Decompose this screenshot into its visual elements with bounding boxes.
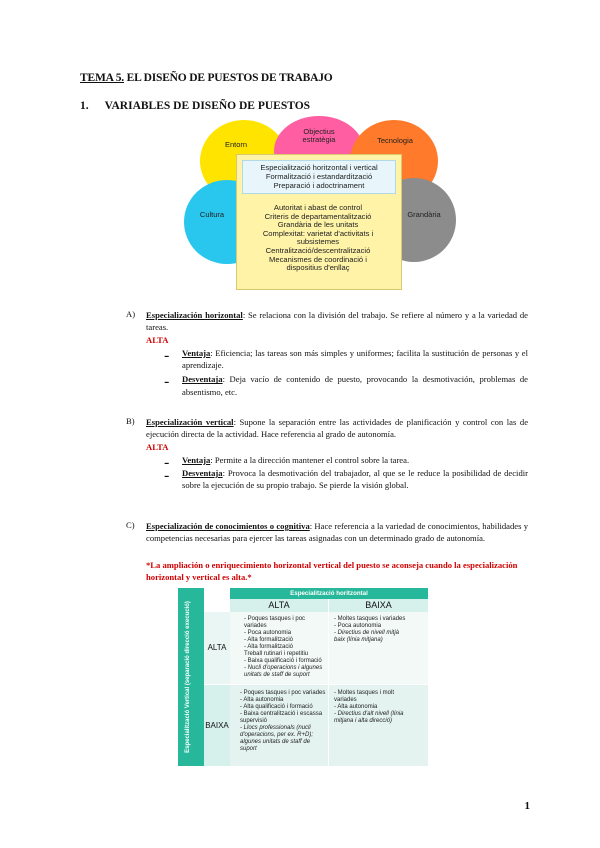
bullet: - Desventaja: Deja vacío de contenido de puesto, provocando la desmotivación, problemas de absentismo, etc.	[164, 373, 528, 397]
section-heading	[80, 100, 310, 112]
label-objectius: Objectius estratègia	[302, 127, 336, 144]
item-b-text	[146, 416, 528, 440]
bullet-term: Desventaja	[182, 468, 223, 479]
core-top-line: Preparació i adoctrinament	[273, 181, 365, 190]
cell-line: d'operacions, per ex. R+D);	[240, 732, 314, 738]
specialization-table	[178, 588, 428, 766]
cell-line: - Poques tasques i poc variades	[240, 690, 326, 696]
core-line: Complexitat: varietat d'activitats i	[262, 228, 374, 238]
item-b-tag: ALTA	[146, 442, 169, 452]
tema-title: EL DISEÑO DE PUESTOS DE TRABAJO	[126, 72, 333, 84]
table-col-alta	[230, 599, 329, 612]
bullet: - Desventaja: Provoca la desmotivación del trabajador, al que se le reduce la posibilidad de decidir sobre la ejecución de su propio trabajo. Se pierde la visión global.	[164, 467, 528, 491]
item-b-bullets	[164, 454, 528, 492]
table-side-text	[185, 592, 197, 762]
cell-line: - Baixa centralització i escassa	[240, 711, 323, 717]
item-b-term: Especialización vertical	[146, 417, 234, 427]
cell-line: - Alta qualificació i formació	[240, 704, 313, 710]
cell-line: - Alta formalització	[244, 637, 294, 643]
bullet-text: : Eficiencia; las tareas son más simples y uniformes; facilita la sustitución de personas y el aprendizaje.	[182, 348, 528, 371]
item-c-note: *La ampliación o enriquecimiento horizontal vertical del puesto se aconseja cuando la especialización horizontal y vertical es alta.*	[146, 560, 518, 583]
core-top-line: Especialització horitzontal i vertical	[260, 163, 378, 172]
cell-line: - Alta autonomia	[334, 704, 378, 710]
section-title: VARIABLES DE DISEÑO DE PUESTOS	[104, 100, 311, 112]
cell-line: - Poca autonomia	[334, 623, 382, 629]
cell-alta-alta-text	[244, 616, 328, 679]
cell-line: algunes unitats de staff de	[240, 739, 311, 745]
item-c-body: : Hace referencia a la variedad de conocimientos, habilidades y competencias necesarias para ejercer las tareas asignadas con un determinado grado de autonomía.	[146, 521, 528, 544]
item-a-text	[146, 309, 528, 333]
cell-line: - Directius d'alt nivell (línia	[334, 711, 404, 717]
core-list	[242, 204, 394, 273]
cell-line: - Poca autonomia	[244, 630, 292, 636]
item-letter-a: A)	[126, 309, 136, 319]
cell-line: - Moltes tasques i molt	[334, 690, 395, 696]
cell-line: - Poques tasques i poc variades	[244, 616, 306, 629]
cell-baixa-baixa-text	[334, 690, 426, 725]
section-number: 1.	[80, 100, 89, 112]
table-header-text: Especialització horitzontal	[290, 590, 368, 597]
label-grandaria: Grandària	[407, 210, 441, 219]
bullet-text: : Permite a la dirección mantener el control sobre la tarea.	[210, 455, 410, 465]
variables-diagram	[190, 118, 450, 293]
cell-line: - Alta formalització	[244, 644, 294, 650]
diagram-core-top	[242, 160, 396, 194]
side-label: Especialització Vertical (separació direcció execució)	[185, 601, 191, 753]
cell-line: baix (línia mitjana)	[334, 637, 383, 643]
bullet-term: Desventaja	[182, 374, 223, 385]
bullet-text: : Provoca la desmotivación del trabajador, al que se le reduce la posibilidad de decidir sobre la ejecución de su propio trabajo. Se pierde la visión global.	[182, 468, 528, 491]
cell-baixa-alta-text	[240, 690, 328, 753]
label-entorn: Entorn	[224, 140, 248, 149]
cell-line: - Nucli d'operacions i algunes	[244, 665, 323, 671]
item-a-tag: ALTA	[146, 335, 169, 345]
item-a-bullets	[164, 347, 528, 398]
table-row-baixa	[204, 685, 230, 766]
cell-line: Treball rutinari i repetitiu	[244, 651, 309, 657]
item-b-body: : Supone la separación entre las actividades de planificación y control con las de ejecución directa de la actividad. Hace referencia al grado de autonomía.	[146, 417, 529, 440]
page-number: 1	[524, 800, 530, 812]
cell-line: - Baixa qualificació i formació	[244, 658, 322, 664]
cell-line: - Alta autonomia	[240, 697, 284, 703]
cell-line: variades	[334, 697, 357, 703]
item-letter-c: C)	[126, 520, 135, 530]
col-alta-label: ALTA	[268, 600, 290, 610]
cell-line: suport	[240, 746, 257, 752]
core-line: Criteris de departamentalització	[264, 211, 372, 221]
cell-line: supervisió	[240, 718, 268, 724]
item-letter-b: B)	[126, 416, 135, 426]
col-baixa-label: BAIXA	[365, 600, 392, 610]
label-cultura: Cultura	[199, 210, 225, 219]
row-alta-label: ALTA	[207, 643, 227, 652]
bullet-text: : Deja vacío de contenido de puesto, provocando la desmotivación, problemas de absentismo, etc.	[182, 374, 528, 397]
item-a-body: : Se relaciona con la división del trabajo. Se refiere al número y a la variedad de tareas.	[146, 310, 528, 333]
cell-line: unitats de staff de suport	[244, 672, 310, 678]
table-col-baixa	[329, 599, 428, 612]
cell-alta-baixa-text	[334, 616, 426, 644]
document-title	[80, 72, 333, 84]
bullet-term: Ventaja	[182, 348, 211, 358]
label-tecnologia: Tecnologia	[377, 136, 413, 145]
cell-line: - Moltes tasques i variades	[334, 616, 406, 622]
cell-line: - Directius de nivell mitjà	[334, 630, 400, 636]
core-top-line: Formalització i estandardització	[265, 172, 373, 181]
bullet: - Ventaja: Eficiencia; las tareas son más simples y uniformes; facilita la sustitución de personas y el aprendizaje.	[164, 347, 528, 371]
core-line: Centralització/descentralització	[265, 245, 371, 255]
item-c-text	[146, 520, 528, 544]
item-c-term: Especialización de conocimientos o cognitiva	[146, 521, 310, 531]
core-line: Autoritat i abast de control	[273, 203, 363, 212]
table-header	[230, 588, 428, 599]
core-line: subsistemes	[296, 237, 340, 247]
tema-label: TEMA 5.	[80, 72, 124, 84]
cell-line: mitjana i alta direcció)	[334, 718, 393, 724]
row-baixa-label: BAIXA	[205, 721, 229, 730]
core-line: Mecanismes de coordinació i	[269, 254, 367, 264]
bullet-term: Ventaja	[182, 455, 211, 465]
bullet: - Ventaja: Permite a la dirección mantener el control sobre la tarea.	[164, 454, 410, 471]
core-line: dispositius d'enllaç	[286, 263, 350, 273]
table-row-alta	[204, 612, 230, 685]
cell-line: - Llocs professionals (nucli	[240, 725, 311, 731]
core-line: Grandària de les unitats	[277, 220, 359, 230]
item-a-term: Especialización horizontal	[146, 310, 243, 320]
